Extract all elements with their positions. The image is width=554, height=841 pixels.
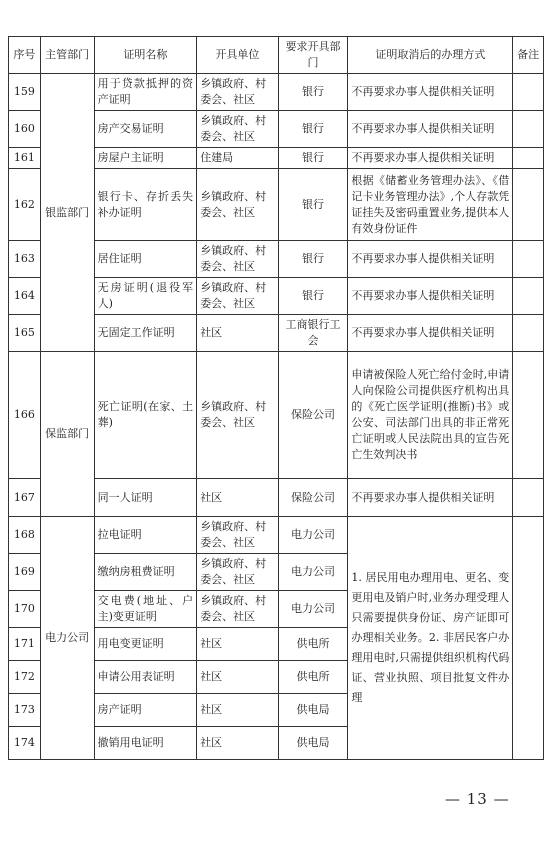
cert-name: 房产证明 [94, 694, 197, 727]
issuer: 乡镇政府、村委会、社区 [197, 278, 278, 315]
row-number: 171 [9, 628, 41, 661]
table-row [9, 517, 544, 554]
row-number: 170 [9, 591, 41, 628]
requester: 银行 [278, 278, 348, 315]
table-row [9, 74, 544, 111]
power-method: 1. 居民用电办理用电、更名、变更用电及销户时,业务办理受理人只需要提供身份证、房产证即可办理相关业务。2. 非居民客户办理用电时,只需提供组织机构代码证、营业执照、项目批复文件办理 [348, 517, 513, 760]
requester: 供电局 [278, 694, 348, 727]
cert-name: 死亡证明(在家、土葬) [94, 352, 197, 479]
issuer: 住建局 [197, 148, 278, 169]
cert-name: 申请公用表证明 [94, 661, 197, 694]
dept-bank: 银监部门 [40, 74, 94, 352]
requester: 银行 [278, 74, 348, 111]
method: 不再要求办事人提供相关证明 [348, 315, 513, 352]
requester: 供电局 [278, 727, 348, 760]
method: 不再要求办事人提供相关证明 [348, 278, 513, 315]
requester: 工商银行工会 [278, 315, 348, 352]
note-cell [513, 517, 544, 760]
requester: 银行 [278, 169, 348, 241]
note-cell [513, 74, 544, 111]
cert-name: 用电变更证明 [94, 628, 197, 661]
issuer: 乡镇政府、村委会、社区 [197, 517, 278, 554]
row-number: 172 [9, 661, 41, 694]
row-number: 162 [9, 169, 41, 241]
note-cell [513, 111, 544, 148]
note-cell [513, 241, 544, 278]
row-number: 174 [9, 727, 41, 760]
cert-name: 拉电证明 [94, 517, 197, 554]
row-number: 165 [9, 315, 41, 352]
table-row [9, 352, 544, 479]
row-number: 164 [9, 278, 41, 315]
issuer: 社区 [197, 661, 278, 694]
method: 根据《储蓄业务管理办法》、《借记卡业务管理办法》,个人存款凭证挂失及密码重置业务,提供本人有效身份证件 [348, 169, 513, 241]
cert-name: 无房证明(退役军人) [94, 278, 197, 315]
requester: 银行 [278, 148, 348, 169]
requester: 银行 [278, 241, 348, 278]
note-cell [513, 352, 544, 479]
dept-insurance: 保监部门 [40, 352, 94, 517]
requester: 保险公司 [278, 479, 348, 517]
row-number: 163 [9, 241, 41, 278]
note-cell [513, 169, 544, 241]
requester: 银行 [278, 111, 348, 148]
requester: 电力公司 [278, 517, 348, 554]
row-number: 160 [9, 111, 41, 148]
requester: 供电所 [278, 628, 348, 661]
cert-name: 用于贷款抵押的资产证明 [94, 74, 197, 111]
issuer: 乡镇政府、村委会、社区 [197, 111, 278, 148]
method: 不再要求办事人提供相关证明 [348, 148, 513, 169]
note-cell [513, 278, 544, 315]
row-number: 161 [9, 148, 41, 169]
issuer: 乡镇政府、村委会、社区 [197, 591, 278, 628]
row-number: 167 [9, 479, 41, 517]
requester: 电力公司 [278, 591, 348, 628]
header-method: 证明取消后的办理方式 [348, 37, 513, 74]
issuer: 乡镇政府、村委会、社区 [197, 352, 278, 479]
cert-name: 缴纳房租费证明 [94, 554, 197, 591]
page-number: — 13 — [445, 790, 510, 808]
header-dept: 主管部门 [40, 37, 94, 74]
requester: 供电所 [278, 661, 348, 694]
header-requester: 要求开具部门 [278, 37, 348, 74]
row-number: 168 [9, 517, 41, 554]
issuer: 乡镇政府、村委会、社区 [197, 169, 278, 241]
header-name: 证明名称 [94, 37, 197, 74]
method: 不再要求办事人提供相关证明 [348, 241, 513, 278]
cert-name: 房产交易证明 [94, 111, 197, 148]
method: 不再要求办事人提供相关证明 [348, 74, 513, 111]
issuer: 社区 [197, 694, 278, 727]
issuer: 乡镇政府、村委会、社区 [197, 241, 278, 278]
issuer: 社区 [197, 727, 278, 760]
header-note: 备注 [513, 37, 544, 74]
cert-name: 房屋户主证明 [94, 148, 197, 169]
header-row [9, 37, 544, 74]
issuer: 社区 [197, 479, 278, 517]
cert-name: 居住证明 [94, 241, 197, 278]
requester: 电力公司 [278, 554, 348, 591]
note-cell [513, 315, 544, 352]
method: 不再要求办事人提供相关证明 [348, 479, 513, 517]
header-issuer: 开具单位 [197, 37, 278, 74]
row-number: 166 [9, 352, 41, 479]
issuer: 社区 [197, 628, 278, 661]
cert-name: 撤销用电证明 [94, 727, 197, 760]
method: 不再要求办事人提供相关证明 [348, 111, 513, 148]
dept-power: 电力公司 [40, 517, 94, 760]
cert-name: 交电费(地址、户主)变更证明 [94, 591, 197, 628]
certificate-table [8, 36, 544, 760]
note-cell [513, 479, 544, 517]
header-seq: 序号 [9, 37, 41, 74]
row-number: 159 [9, 74, 41, 111]
note-cell [513, 148, 544, 169]
cert-name: 同一人证明 [94, 479, 197, 517]
cert-name: 无固定工作证明 [94, 315, 197, 352]
issuer: 乡镇政府、村委会、社区 [197, 74, 278, 111]
method: 申请被保险人死亡给付金时,申请人向保险公司提供医疗机构出具的《死亡医学证明(推断)书》或公安、司法部门出具的非正常死亡证明或人民法院出具的宣告死亡生效判决书 [348, 352, 513, 479]
issuer: 乡镇政府、村委会、社区 [197, 554, 278, 591]
cert-name: 银行卡、存折丢失补办证明 [94, 169, 197, 241]
issuer: 社区 [197, 315, 278, 352]
row-number: 169 [9, 554, 41, 591]
requester: 保险公司 [278, 352, 348, 479]
row-number: 173 [9, 694, 41, 727]
